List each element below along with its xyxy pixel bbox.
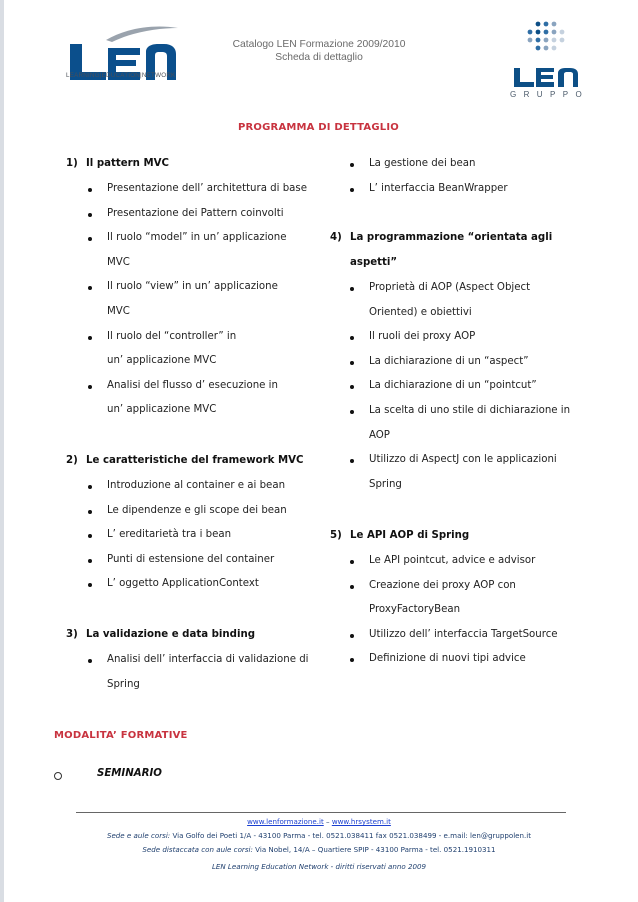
- programma-title: PROGRAMMA DI DETTAGLIO: [238, 122, 399, 133]
- list-item: ProxyFactoryBean: [369, 604, 461, 616]
- list-item: Le dipendenze e gli scope dei bean: [107, 504, 287, 516]
- catalog-title: Catalogo LEN Formazione 2009/2010: [232, 39, 406, 50]
- bullet-icon: [350, 634, 354, 638]
- list-item: Il ruolo “model” in un’ applicazione: [107, 232, 287, 244]
- logo-dot: [552, 30, 557, 35]
- section-3-title: La validazione e data binding: [86, 629, 255, 640]
- list-item: Punti di estensione del container: [107, 553, 275, 565]
- bullet-icon: [350, 560, 354, 564]
- list-item: MVC: [107, 256, 130, 268]
- bullet-icon: [350, 410, 354, 414]
- footer-address: Sede e aule corsi: Via Golfo dei Poeti 1/A - 43100 Parma - tel. 0521.038411 fax 0521.038499 - e.mail: len@gruppolen.it: [106, 831, 532, 840]
- list-item: La dichiarazione di un “aspect”: [369, 355, 529, 367]
- list-item: Analisi dell’ interfaccia di validazione di: [107, 654, 309, 665]
- logo-dot: [560, 38, 565, 43]
- hrsystem-link[interactable]: www.hrsystem.it: [331, 817, 391, 826]
- bullet-icon: [350, 459, 354, 463]
- section-4-title: La programmazione “orientata agli: [350, 232, 553, 243]
- bullet-icon: [350, 361, 354, 365]
- logo-tagline: LEARNING|EDUCATION|NETWORK: [66, 72, 176, 79]
- logo-dot: [536, 38, 541, 43]
- section-3-number: 3): [66, 629, 78, 640]
- list-item: AOP: [369, 429, 390, 441]
- logo-dot: [536, 22, 541, 27]
- logo-dot: [544, 46, 549, 51]
- bullet-icon: [350, 188, 354, 192]
- logo-dot: [536, 46, 541, 51]
- list-item: Il ruolo del “controller” in: [107, 330, 237, 342]
- list-item: La gestione dei bean: [369, 158, 476, 169]
- section-1-title: Il pattern MVC: [86, 158, 169, 169]
- list-item: Le API pointcut, advice e advisor: [369, 555, 536, 566]
- bullet-icon: [88, 510, 92, 514]
- list-item: L’ oggetto ApplicationContext: [107, 578, 259, 590]
- footer-address-secondary: Sede distaccata con aule corsi: Via Nobel, 14/A – Quartiere SPIP - 43100 Parma - tel. 0521.1910311: [142, 845, 496, 854]
- logo-dot: [528, 30, 533, 35]
- hollow-bullet-icon: [54, 772, 62, 780]
- gruppo-label: GRUPPO: [510, 90, 590, 99]
- list-item: Presentazione dei Pattern coinvolti: [107, 207, 284, 219]
- section-4-title-cont: aspetti”: [350, 257, 398, 268]
- logo-dot: [544, 30, 549, 35]
- bullet-icon: [88, 485, 92, 489]
- list-item: Presentazione dell’ architettura di base: [107, 183, 308, 194]
- catalog-subtitle: Scheda di dettaglio: [275, 52, 363, 63]
- list-item: La dichiarazione di un “pointcut”: [369, 380, 537, 392]
- section-5-title: Le API AOP di Spring: [350, 530, 470, 541]
- list-item: Utilizzo di AspectJ con le applicazioni: [369, 454, 557, 466]
- section-4-number: 4): [330, 232, 342, 243]
- modalita-title: MODALITA’ FORMATIVE: [54, 730, 188, 741]
- logo-dot: [528, 38, 533, 43]
- bullet-icon: [350, 585, 354, 589]
- footer-divider: [76, 812, 566, 813]
- section-2-number: 2): [66, 455, 78, 466]
- logo-dot: [560, 30, 565, 35]
- footer-copyright: LEN Learning Education Network - diritti riservati anno 2009: [211, 862, 427, 871]
- footer-links: www.lenformazione.it – www.hrsystem.it: [247, 817, 391, 826]
- section-1-number: 1): [66, 158, 78, 169]
- bullet-icon: [350, 287, 354, 291]
- bullet-icon: [88, 583, 92, 587]
- document-header: [200, 38, 438, 64]
- list-item: Analisi del flusso d’ esecuzione in: [107, 379, 278, 391]
- list-item: Creazione dei proxy AOP con: [369, 579, 516, 591]
- list-item: L’ ereditarietà tra i bean: [107, 529, 232, 541]
- logo-dot: [552, 38, 557, 43]
- bullet-icon: [88, 213, 92, 217]
- list-item: Utilizzo dell’ interfaccia TargetSource: [369, 628, 558, 640]
- list-item: un’ applicazione MVC: [107, 404, 217, 416]
- bullet-icon: [88, 385, 92, 389]
- logo-dot: [544, 22, 549, 27]
- bullet-icon: [88, 534, 92, 538]
- section-5-number: 5): [330, 530, 342, 541]
- logo-dot: [552, 22, 557, 27]
- list-item: Oriented) e obiettivi: [369, 306, 472, 318]
- logo-dot: [536, 30, 541, 35]
- bullet-icon: [350, 658, 354, 662]
- list-item: Proprietà di AOP (Aspect Object: [369, 282, 531, 293]
- list-item: Introduzione al container e ai bean: [107, 480, 286, 491]
- bullet-icon: [88, 659, 92, 663]
- bullet-icon: [350, 163, 354, 167]
- list-item: Definizione di nuovi tipi advice: [369, 653, 526, 665]
- list-item: Il ruoli dei proxy AOP: [369, 331, 476, 343]
- bullet-icon: [88, 286, 92, 290]
- lenformazione-link[interactable]: www.lenformazione.it: [247, 817, 324, 826]
- left-edge-bar: [0, 0, 4, 902]
- list-item: Spring: [369, 478, 402, 490]
- bullet-icon: [88, 237, 92, 241]
- list-item: L’ interfaccia BeanWrapper: [369, 183, 508, 194]
- logo-dot: [544, 38, 549, 43]
- logo-dot: [552, 46, 557, 51]
- len-gruppo-logo: [508, 18, 584, 114]
- seminario-label: SEMINARIO: [97, 768, 162, 779]
- bullet-icon: [88, 336, 92, 340]
- list-item: Spring: [107, 679, 140, 690]
- list-item: MVC: [107, 306, 130, 317]
- bullet-icon: [88, 559, 92, 563]
- list-item: La scelta di uno stile di dichiarazione in: [369, 405, 571, 416]
- bullet-icon: [350, 385, 354, 389]
- list-item: Il ruolo “view” in un’ applicazione: [107, 281, 278, 293]
- list-item: un’ applicazione MVC: [107, 355, 217, 367]
- section-2-title: Le caratteristiche del framework MVC: [86, 455, 304, 466]
- bullet-icon: [350, 336, 354, 340]
- bullet-icon: [88, 188, 92, 192]
